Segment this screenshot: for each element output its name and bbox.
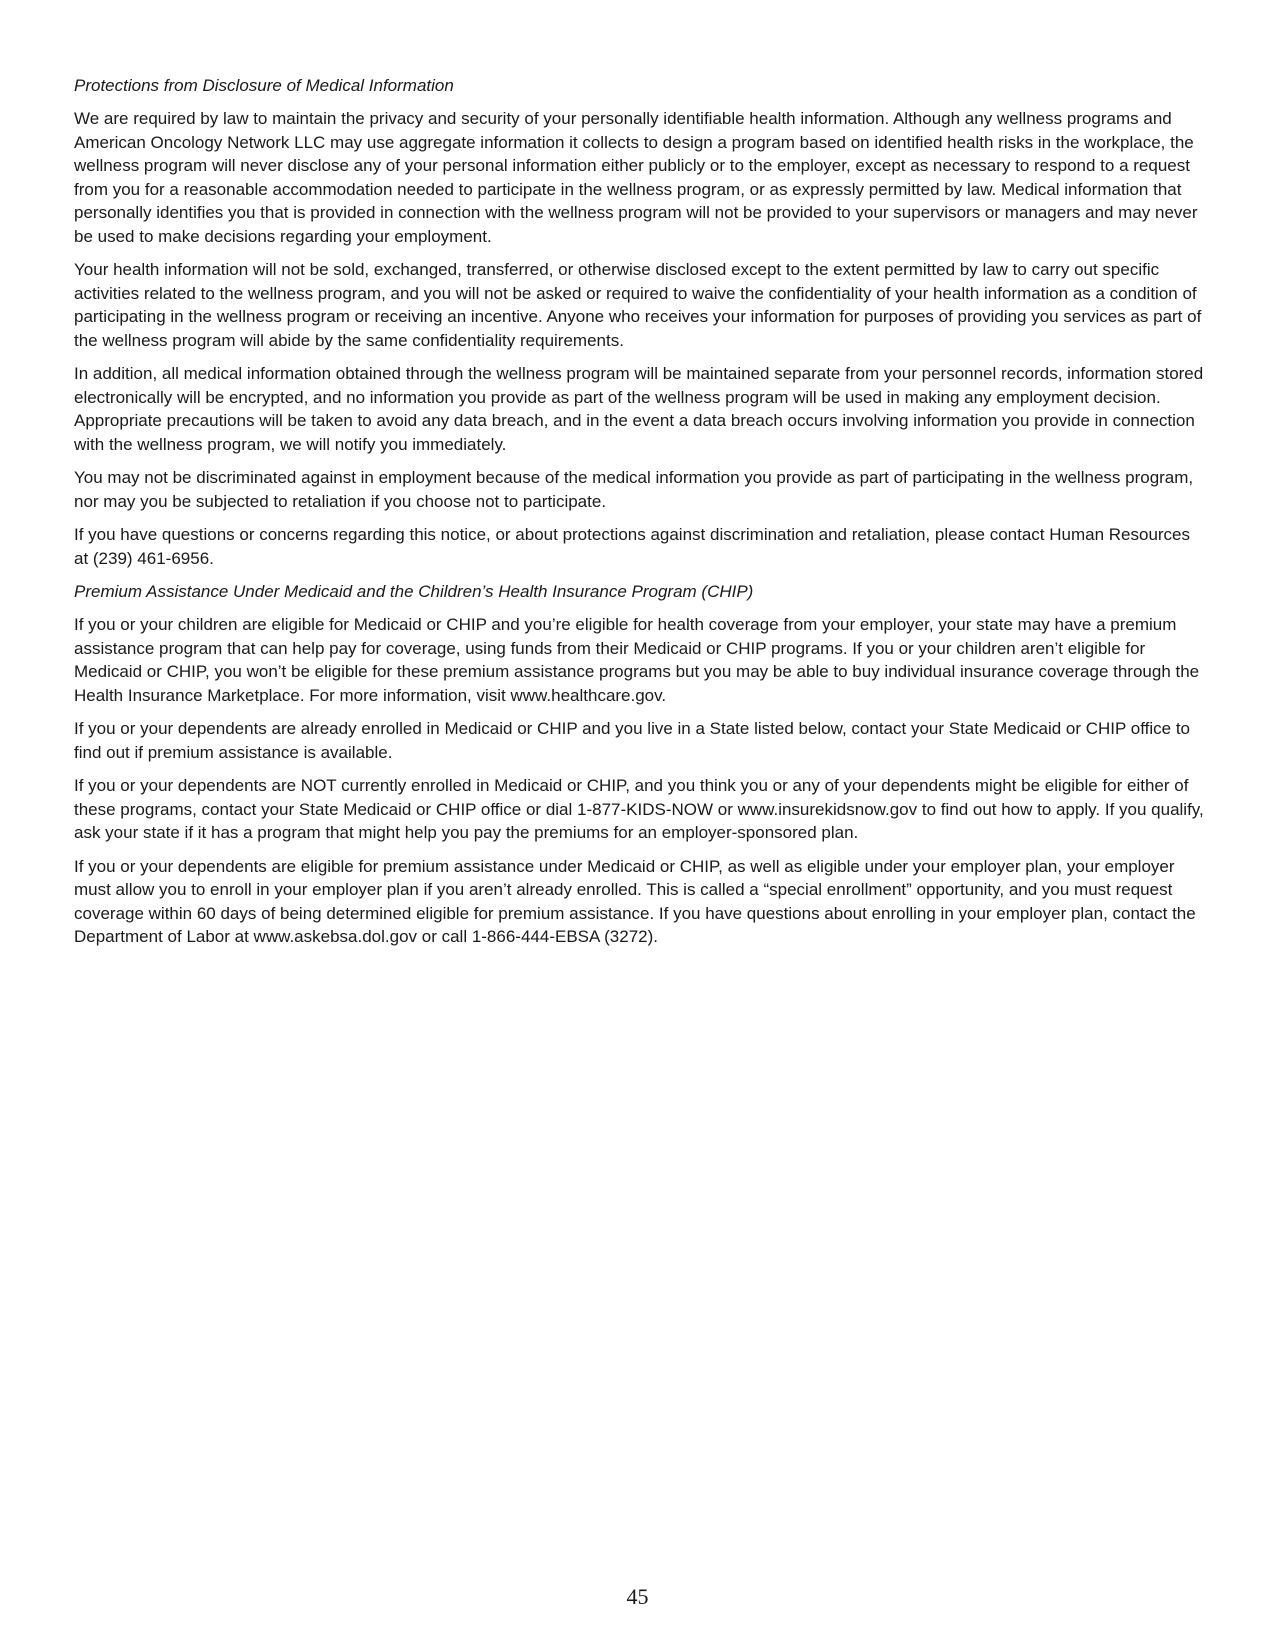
paragraph: If you or your children are eligible for Medicaid or CHIP and you’re eligible for health coverage from your employer, your state may have a premium assistance program that can help pay for coverage, using funds from their Medicaid or CHIP programs. If you or your children aren’t eligible for Medicaid or CHIP, you won’t be eligible for these premium assistance programs but you may be able to buy individual insurance coverage through the Health Insurance Marketplace. For more information, visit www.healthcare.gov.: [74, 615, 1200, 705]
paragraph: We are required by law to maintain the privacy and security of your personally identifiable health information. Although any wellness programs and American Oncology Network LLC may use aggregate information it collects to design a program based on identified health risks in the workplace, the wellness program will never disclose any of your personal information either publicly or to the employer, except as necessary to respond to a request from you for a reasonable accommodation needed to participate in the wellness program, or as expressly permitted by law. Medical information that personally identifies you that is provided in connection with the wellness program will not be provided to your supervisors or managers and may never be used to make decisions regarding your employment.: [74, 109, 1198, 246]
paragraph: If you or your dependents are already enrolled in Medicaid or CHIP and you live in a State listed below, contact your State Medicaid or CHIP office to find out if premium assistance is available.: [74, 719, 1191, 762]
paragraph: Your health information will not be sold, exchanged, transferred, or otherwise disclosed except to the extent permitted by law to carry out specific activities related to the wellness program, and you will not be asked or required to waive the confidentiality of your health information as a condition of participating in the wellness program or receiving an incentive. Anyone who receives your information for purposes of providing you services as part of the wellness program will abide by the same confidentiality requirements.: [74, 260, 1202, 350]
section-heading-premium-assistance: Premium Assistance Under Medicaid and the Children’s Health Insurance Program (CHIP): [74, 582, 754, 601]
paragraph: If you or your dependents are NOT currently enrolled in Medicaid or CHIP, and you think you or any of your dependents might be eligible for either of these programs, contact your State Medicaid or CHIP office or dial 1-877-KIDS-NOW or www.insurekidsnow.gov to find out how to apply. If you qualify, ask your state if it has a program that might help you pay the premiums for an employer-sponsored plan.: [74, 776, 1204, 842]
paragraph: You may not be discriminated against in employment because of the medical information you provide as part of participating in the wellness program, nor may you be subjected to retaliation if you choose not to participate.: [74, 468, 1194, 511]
paragraph: If you have questions or concerns regarding this notice, or about protections against discrimination and retaliation, please contact Human Resources at (239) 461-6956.: [74, 525, 1191, 568]
page-number: 45: [626, 1584, 649, 1609]
page-content: [74, 74, 1206, 959]
paragraph: In addition, all medical information obtained through the wellness program will be maintained separate from your personnel records, information stored electronically will be encrypted, and no information you provide as part of the wellness program will be used in making any employment decision. Appropriate precautions will be taken to avoid any data breach, and in the event a data breach occurs involving information you provide in connection with the wellness program, we will notify you immediately.: [74, 364, 1204, 454]
section-heading-disclosure-protections: Protections from Disclosure of Medical Information: [74, 76, 454, 95]
paragraph: If you or your dependents are eligible for premium assistance under Medicaid or CHIP, as well as eligible under your employer plan, your employer must allow you to enroll in your employer plan if you aren’t already enrolled. This is called a “special enrollment” opportunity, and you must request coverage within 60 days of being determined eligible for premium assistance. If you have questions about enrolling in your employer plan, contact the Department of Labor at www.askebsa.dol.gov or call 1-866-444-EBSA (3272).: [74, 856, 1196, 946]
